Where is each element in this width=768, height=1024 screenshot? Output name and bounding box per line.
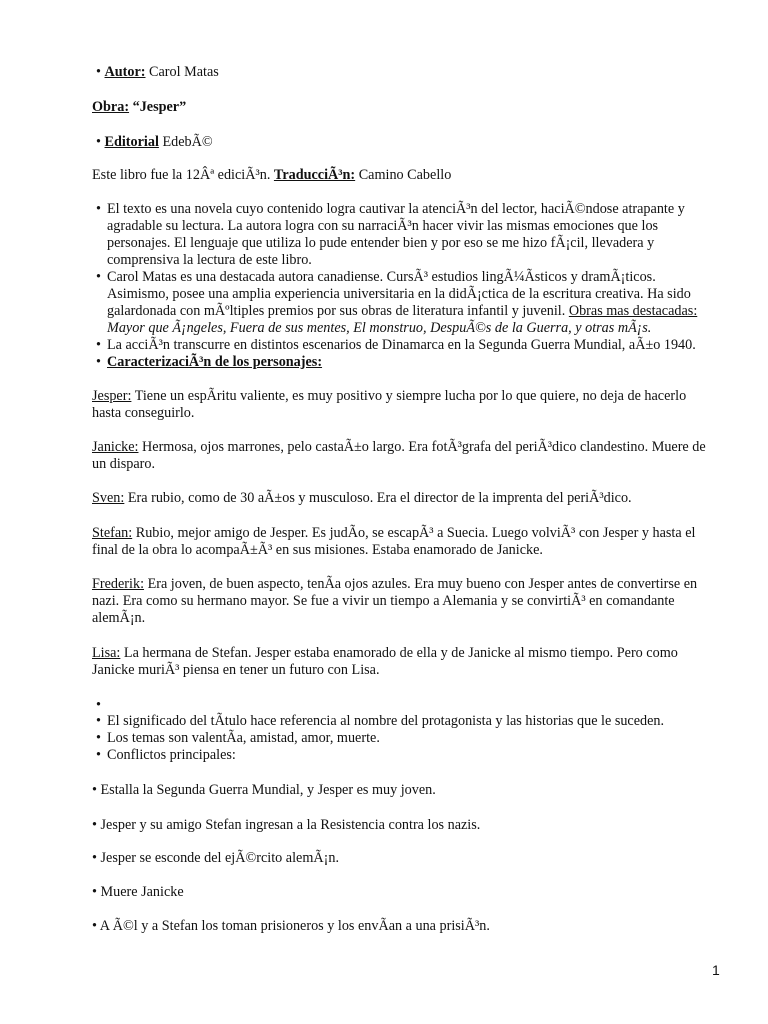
character-stefan [92,525,695,542]
obra-value: “Jesper” [129,99,187,115]
obra-label: Obra: [92,99,130,115]
paragraph-line: personajes. El lenguaje que utiliza lo pude entender bien y por eso se me hizo fÃ¡cil, llevadera y [107,235,655,251]
paragraph-line: El texto es una novela cuyo contenido logra cautivar la atenciÃ³n del lector, haciÃ©ndose atrapante y [107,201,685,217]
character-desc: Era rubio, como de 30 aÃ±os y musculoso. Era el director de la imprenta del periÃ³dico. [124,490,632,506]
character-desc: final de la obra lo acompaÃ±Ã³ en sus misiones. Estaba enamorado de Janicke. [92,542,543,558]
character-desc: hasta conseguirlo. [92,405,195,421]
character-desc: alemÃ¡n. [92,610,146,626]
character-janicke [92,439,706,456]
characters-heading: CaracterizaciÃ³n de los personajes: [107,354,323,370]
conflict-item: • Muere Janicke [92,884,184,900]
paragraph-line: Asimismo, posee una amplia experiencia universitaria en la didÃ¡ctica de la escritura creativa. Ha sido [107,286,691,302]
editorial-label: Editorial [104,134,159,150]
character-desc: un disparo. [92,456,156,472]
conflict-item: • Estalla la Segunda Guerra Mundial, y Jesper es muy joven. [92,782,436,798]
bullet-marker: • [96,730,101,746]
conflict-item: • Jesper se esconde del ejÃ©rcito alemÃ¡n. [92,850,339,866]
page-number: 1 [712,962,720,978]
character-jesper [92,388,686,405]
bullet-marker: • [96,337,101,353]
character-name: Jesper: [92,388,132,404]
character-sven [92,490,632,507]
translation-label: TraducciÃ³n: [273,167,356,183]
editorial-line [96,134,213,151]
conflict-item: • A Ã©l y a Stefan los toman prisioneros y los envÃan a una prisiÃ³n. [92,918,490,934]
character-desc: Janicke muriÃ³ piensa en tener un futuro con Lisa. [92,662,380,678]
character-desc: Era joven, de buen aspecto, tenÃa ojos azules. Era muy bueno con Jesper antes de convertirse en [144,576,698,592]
edition-text: Este libro fue la 12Âª ediciÃ³n. [92,167,274,183]
paragraph-line: agradable su lectura. La autora logra con su narraciÃ³n hacer vivir las mismas emociones que los [107,218,659,234]
list-item: Conflictos principales: [107,747,236,763]
character-desc: Tiene un espÃritu valiente, es muy positivo y siempre lucha por lo que quiere, no deja de hacerlo [131,388,687,404]
paragraph-text: galardonada con mÃºltiples premios por sus obras de literatura infantil y juvenil. [107,303,569,319]
character-frederik [92,576,697,593]
character-desc: nazi. Era como su hermano mayor. Se fue a vivir un tiempo a Alemania y se convirtiÃ³ en comandante [92,593,675,609]
obra-line [92,99,186,116]
translation-value: Camino Cabello [355,167,452,183]
character-desc: Rubio, mejor amigo de Jesper. Es judÃo, se escapÃ³ a Suecia. Luego volviÃ³ con Jesper y hasta el [132,525,696,541]
paragraph-line: La acciÃ³n transcurre en distintos escenarios de Dinamarca en la Segunda Guerra Mundial, aÃ±o 1940. [107,337,696,353]
character-desc: La hermana de Stefan. Jesper estaba enamorado de ella y de Janicke al mismo tiempo. Pero como [120,645,678,661]
character-lisa [92,645,678,662]
character-name: Sven: [92,490,125,506]
character-name: Janicke: [92,439,139,455]
bullet-marker: • [96,354,101,370]
bullet-marker: • [96,697,101,713]
bullet: • [96,64,101,80]
character-name: Lisa: [92,645,121,661]
autor-value: Carol Matas [145,64,219,80]
autor-label: Autor: [104,64,146,80]
paragraph-line: comprensiva la lectura de este libro. [107,252,312,268]
bullet-marker: • [96,269,101,285]
conflict-item: • Jesper y su amigo Stefan ingresan a la Resistencia contra los nazis. [92,817,481,833]
character-name: Frederik: [92,576,145,592]
edition-line [92,167,451,184]
character-desc: Hermosa, ojos marrones, pelo castaÃ±o largo. Era fotÃ³grafa del periÃ³dico clandestino. Muere de [138,439,706,455]
bullet-marker: • [96,201,101,217]
list-item: El significado del tÃtulo hace referencia al nombre del protagonista y las historias que le suceden. [107,713,665,729]
editorial-value: EdebÃ© [158,134,213,150]
autor-line [96,64,219,81]
character-name: Stefan: [92,525,133,541]
bullet: • [96,134,101,150]
bullet-marker: • [96,747,101,763]
paragraph-line: Carol Matas es una destacada autora canadiense. CursÃ³ estudios lingÃ¼Ãsticos y dramÃ¡ticos. [107,269,656,285]
bullet-marker: • [96,713,101,729]
paragraph-line [107,303,697,320]
works-list: Mayor que Ã¡ngeles, Fuera de sus mentes, El monstruo, DespuÃ©s de la Guerra, y otras mÃ¡s. [107,320,652,336]
list-item: Los temas son valentÃa, amistad, amor, muerte. [107,730,380,746]
works-label: Obras mas destacadas: [568,303,698,319]
